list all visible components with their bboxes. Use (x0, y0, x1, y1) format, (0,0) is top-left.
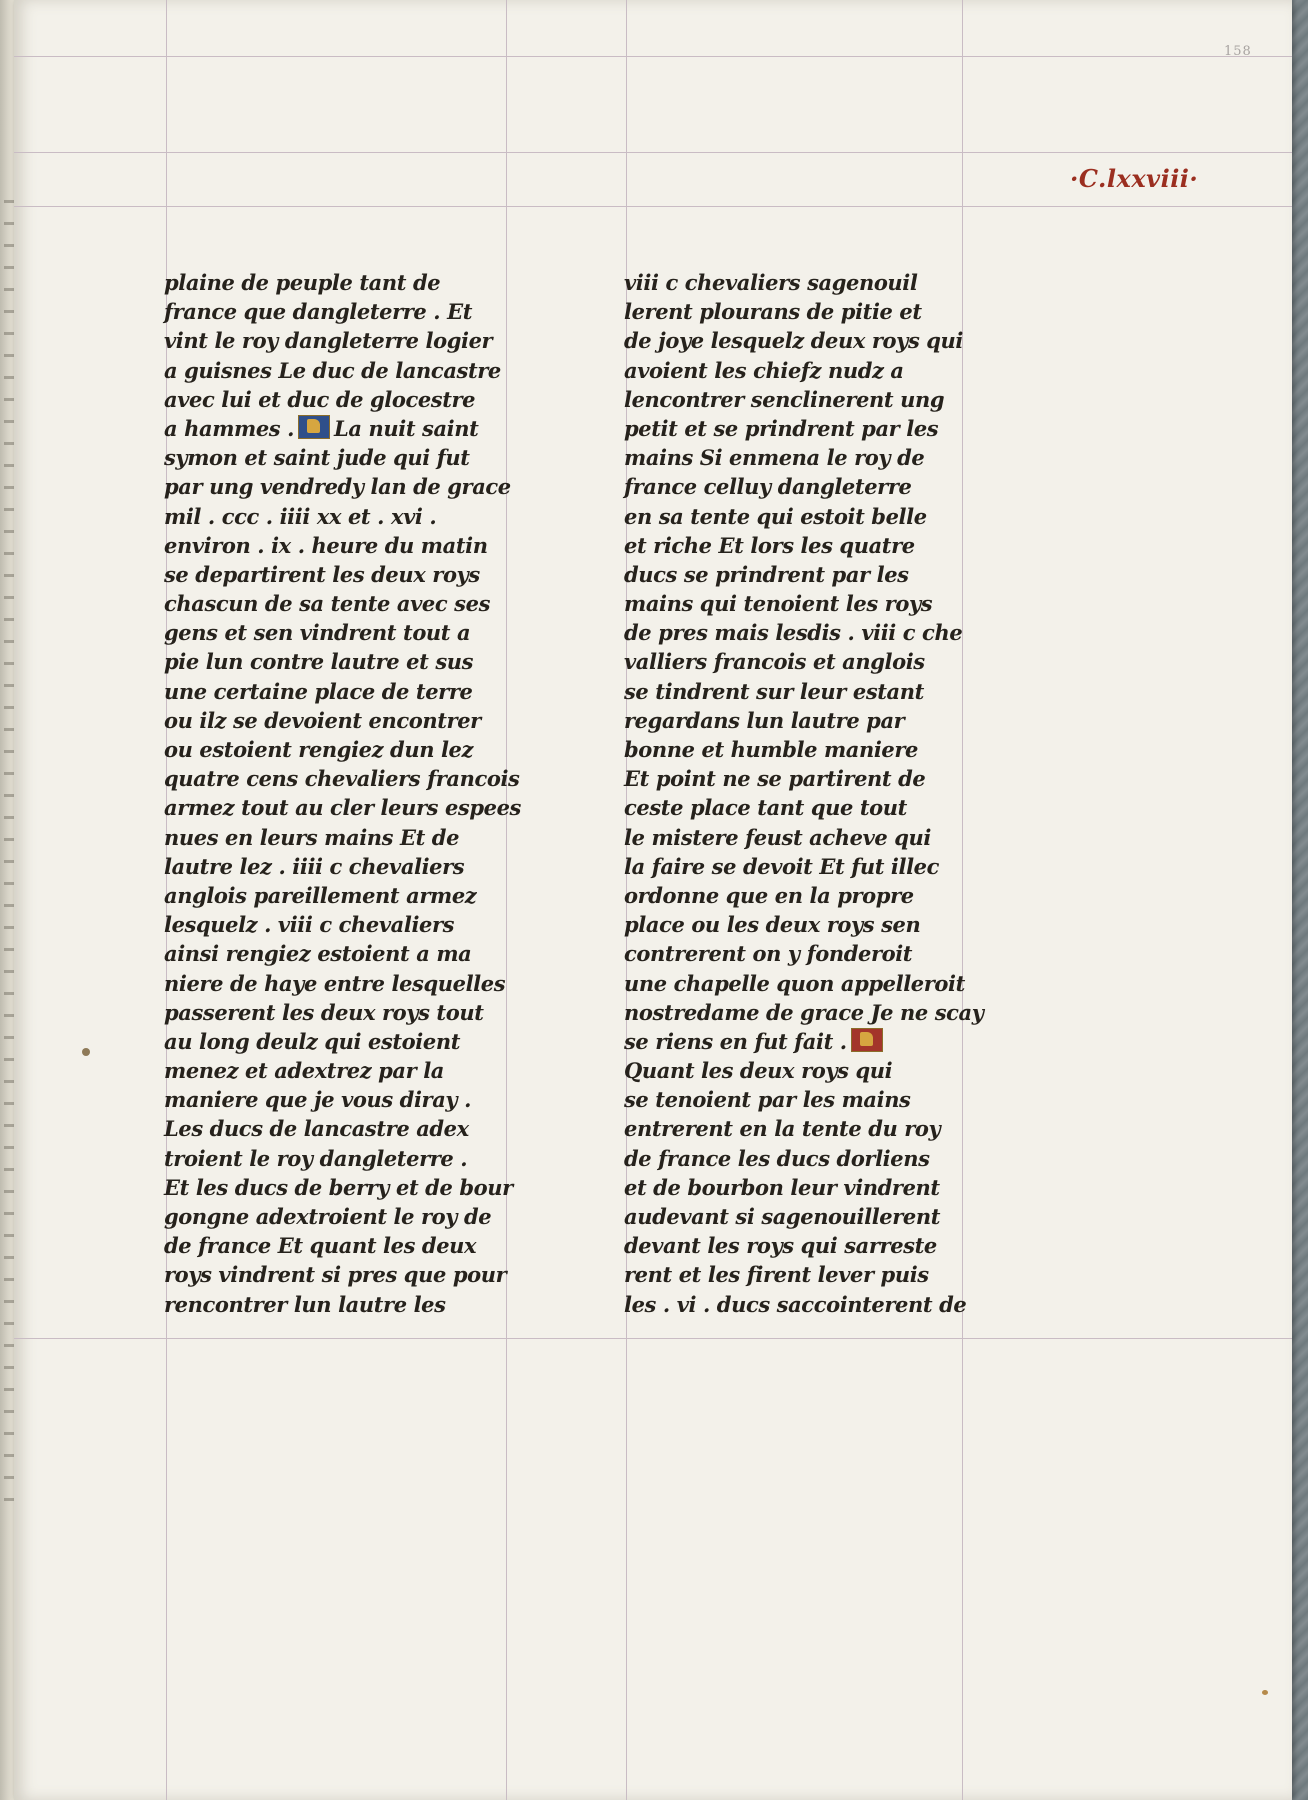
text-line (164, 764, 520, 793)
text-line (624, 531, 976, 560)
text-line (164, 1260, 516, 1289)
line-text: bonne et humble maniere (624, 737, 919, 762)
text-line (624, 414, 976, 443)
text-line (164, 969, 516, 998)
text-line (164, 1114, 516, 1143)
line-text: se tindrent sur leur estant (624, 678, 924, 704)
folio-number: 158 (1224, 44, 1252, 59)
line-text: lautre lez . iiii c chevaliers (164, 853, 465, 879)
line-text: troient le roy dangleterre . (164, 1145, 468, 1171)
text-line (624, 647, 976, 676)
line-text: devant les roys qui sarreste (624, 1233, 937, 1259)
text-line (624, 1056, 976, 1085)
text-line (624, 1144, 976, 1173)
line-text: nostredame de grace Je ne scay (624, 999, 984, 1025)
ruling-line (14, 152, 1292, 153)
line-text: les . vi . ducs saccointerent de (624, 1291, 967, 1317)
text-line (164, 939, 516, 968)
text-line (164, 677, 516, 706)
line-text: menez et adextrez par la (164, 1058, 445, 1084)
line-text: Quant les deux roys qui (624, 1058, 893, 1084)
manuscript-folio (14, 0, 1292, 1800)
text-line (624, 939, 976, 968)
text-line (164, 1144, 516, 1173)
text-line (164, 852, 516, 881)
line-text: ceste place tant que tout (624, 795, 907, 821)
line-text: de joye lesquelz deux roys qui (624, 328, 964, 354)
line-text: niere de haye entre lesquelles (164, 970, 506, 996)
line-text-after-initial: La nuit saint (334, 415, 479, 441)
text-line (164, 1202, 516, 1231)
text-line (164, 297, 516, 326)
text-line (164, 998, 516, 1027)
text-line (624, 969, 976, 998)
line-text: une certaine place de terre (164, 678, 473, 704)
text-line (624, 1173, 976, 1202)
text-line (624, 268, 976, 297)
line-text: symon et saint jude qui fut (164, 445, 470, 471)
line-text: pie lun contre lautre et sus (164, 649, 474, 675)
line-text: quatre cens chevaliers francois (164, 766, 520, 792)
ink-spot (82, 1048, 90, 1056)
line-text: a guisnes Le duc de lancastre (164, 357, 501, 383)
line-text: se tenoient par les mains (624, 1087, 911, 1113)
text-line (624, 326, 976, 355)
line-text: france que dangleterre . Et (164, 299, 473, 325)
text-line (164, 385, 516, 414)
line-text: chascun de sa tente avec ses (164, 591, 490, 617)
line-text: viii c chevaliers sagenouil (624, 270, 918, 295)
illuminated-initial (851, 1028, 883, 1052)
line-text: lerent plourans de pitie et (624, 299, 922, 325)
line-text: mains qui tenoient les roys (624, 591, 933, 617)
text-line (624, 1290, 976, 1319)
text-line (164, 589, 516, 618)
line-text: au long deulz qui estoient (164, 1028, 460, 1054)
text-line (164, 1027, 516, 1056)
line-text: ou ilz se devoient encontrer (164, 707, 481, 733)
chapter-heading: ·C.lxxviii· (1070, 164, 1199, 193)
line-text: ou estoient rengiez dun lez (164, 737, 474, 762)
text-line (624, 1114, 976, 1143)
line-text: par ung vendredy lan de grace (164, 474, 511, 500)
line-text: avoient les chiefz nudz a (624, 357, 904, 383)
line-text: se riens en fut fait . (624, 1028, 847, 1054)
line-text: se departirent les deux roys (164, 561, 480, 587)
line-text: le mistere feust acheve qui (624, 824, 931, 850)
line-text: environ . ix . heure du matin (164, 532, 488, 558)
text-line (624, 735, 976, 764)
text-line (164, 793, 521, 822)
text-line (164, 706, 516, 735)
line-text: ordonne que en la propre (624, 882, 914, 908)
text-line (164, 502, 516, 531)
line-text: avec lui et duc de glocestre (164, 386, 476, 412)
text-line (164, 326, 516, 355)
illuminated-initial (298, 415, 330, 439)
text-line (624, 1027, 976, 1056)
line-text: place ou les deux roys sen (624, 912, 921, 938)
text-line (624, 560, 976, 589)
line-text: mil . ccc . iiii xx et . xvi . (164, 503, 437, 529)
text-line (624, 472, 976, 501)
text-column-left (164, 268, 521, 1319)
text-line (624, 385, 976, 414)
ruling-line (14, 1338, 1292, 1339)
line-text: plaine de peuple tant de (164, 270, 441, 295)
line-text: ducs se prindrent par les (624, 561, 909, 587)
text-line (624, 1260, 976, 1289)
line-text: vint le roy dangleterre logier (164, 328, 493, 354)
line-text: a hammes . (164, 415, 295, 441)
line-text: france celluy dangleterre (624, 474, 912, 500)
text-line (624, 910, 976, 939)
text-line (624, 1202, 976, 1231)
text-line (624, 1085, 976, 1114)
line-text: gens et sen vindrent tout a (164, 620, 471, 646)
text-line (164, 618, 516, 647)
text-line (624, 677, 976, 706)
line-text: de france les ducs dorliens (624, 1145, 930, 1171)
text-line (164, 910, 516, 939)
line-text: armez tout au cler leurs espees (164, 795, 521, 821)
text-line (624, 852, 976, 881)
line-text: audevant si sagenouillerent (624, 1204, 941, 1229)
text-line (624, 589, 976, 618)
line-text: rencontrer lun lautre les (164, 1291, 446, 1317)
line-text: et riche Et lors les quatre (624, 532, 915, 558)
line-text: roys vindrent si pres que pour (164, 1262, 507, 1288)
line-text: contrerent on y fonderoit (624, 941, 913, 967)
text-line (164, 735, 516, 764)
line-text: Les ducs de lancastre adex (164, 1116, 469, 1142)
text-line (624, 443, 976, 472)
text-line (164, 1231, 516, 1260)
line-text: de france Et quant les deux (164, 1233, 477, 1259)
line-text: anglois pareillement armez (164, 882, 477, 908)
line-text: Et les ducs de berry et de bour (164, 1174, 513, 1200)
text-line (624, 1231, 976, 1260)
line-text: lencontrer senclinerent ung (624, 386, 945, 412)
text-line (624, 502, 976, 531)
line-text: mains Si enmena le roy de (624, 445, 925, 471)
text-line (624, 297, 976, 326)
text-line (164, 414, 516, 443)
text-line (164, 1056, 516, 1085)
text-line (164, 647, 516, 676)
line-text: passerent les deux roys tout (164, 999, 484, 1025)
text-line (624, 998, 984, 1027)
text-line (624, 881, 976, 910)
line-text: la faire se devoit Et fut illec (624, 853, 939, 879)
text-line (624, 618, 976, 647)
text-line (164, 560, 516, 589)
text-line (164, 881, 516, 910)
line-text: petit et se prindrent par les (624, 415, 939, 441)
text-line (164, 356, 516, 385)
text-line (164, 1173, 516, 1202)
text-column-right (624, 268, 984, 1319)
text-line (624, 764, 976, 793)
text-line (624, 793, 976, 822)
line-text: maniere que je vous diray . (164, 1087, 472, 1113)
text-line (164, 823, 516, 852)
ruling-line (14, 56, 1292, 57)
text-line (624, 706, 976, 735)
text-line (164, 531, 516, 560)
text-line (624, 823, 976, 852)
text-line (164, 268, 516, 297)
line-text: rent et les firent lever puis (624, 1262, 929, 1288)
line-text: en sa tente qui estoit belle (624, 503, 927, 529)
text-line (164, 1085, 516, 1114)
line-text: lesquelz . viii c chevaliers (164, 912, 455, 938)
line-text: Et point ne se partirent de (624, 766, 926, 792)
ruling-line (14, 206, 1292, 207)
text-line (164, 472, 516, 501)
text-line (164, 1290, 516, 1319)
line-text: de pres mais lesdis . viii c che (624, 620, 963, 646)
line-text: valliers francois et anglois (624, 649, 925, 675)
line-text: regardans lun lautre par (624, 707, 905, 733)
line-text: gongne adextroient le roy de (164, 1204, 492, 1229)
line-text: nues en leurs mains Et de (164, 824, 460, 850)
line-text: entrerent en la tente du roy (624, 1116, 941, 1142)
line-text: et de bourbon leur vindrent (624, 1174, 940, 1200)
text-line (624, 356, 976, 385)
line-text: ainsi rengiez estoient a ma (164, 941, 472, 967)
ink-spot (1262, 1690, 1268, 1695)
line-text: une chapelle quon appelleroit (624, 970, 965, 996)
text-line (164, 443, 516, 472)
